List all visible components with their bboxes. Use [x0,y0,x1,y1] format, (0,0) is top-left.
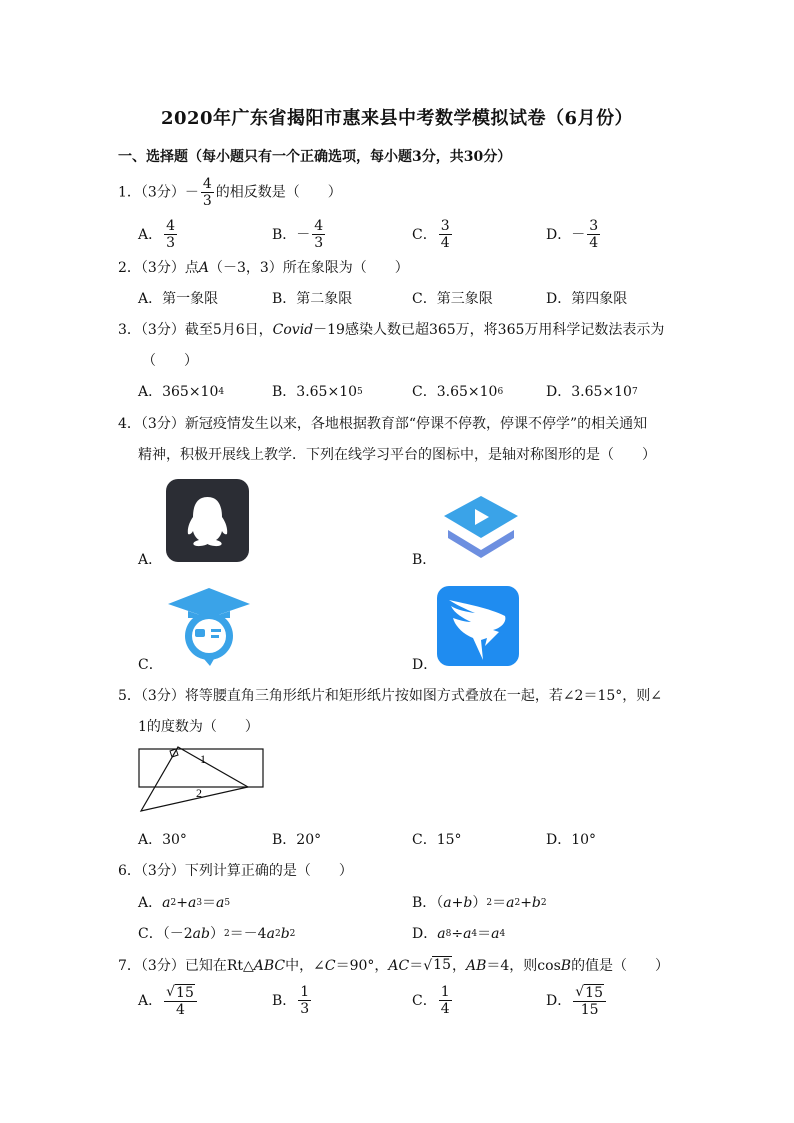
fraction-numerator: 4 [202,176,212,192]
math-expr: a [437,926,446,942]
point-label: A [198,260,209,276]
math-expr: ＝－4 [229,926,267,942]
radical-sign: √ [575,984,585,1000]
option-text: D．3.65×10 [546,384,632,400]
option-label: A． [138,226,163,243]
math-expr: a [266,926,275,942]
fraction-numerator: 3 [440,218,450,234]
q6-option-c[interactable]: C．（－2 ab ） 2 ＝－4 a 2 b 2 [138,926,296,942]
question-text: 的相反数是（ ） [215,184,342,201]
question-text: －19感染人数已超365万，将365万用科学记数法表示为 [313,322,665,338]
q4-option-b-label[interactable]: B． [412,552,437,568]
option-label: C． [412,992,437,1009]
fraction-denominator: 15 [580,1002,599,1018]
math-expr: + [176,895,188,911]
question-2 [118,258,409,278]
q3-option-c[interactable]: C．3.65×10 6 [412,384,504,400]
option-text: C．3.65×10 [412,384,498,400]
option-sign: － [571,226,586,243]
q2-option-d[interactable]: D．第四象限 [546,291,628,307]
math-expr: + [451,895,464,911]
question-text: ＝4，则cos [486,958,561,974]
q3-option-a[interactable]: A．365×10 4 [138,384,225,400]
geometry-figure [138,745,268,815]
q1-option-b[interactable] [272,218,327,251]
radicand: 15 [176,985,194,1001]
q5-option-a[interactable]: A．30° [138,832,187,848]
math-expr: ＝ [202,895,217,911]
angle-vertex: C [324,958,336,974]
math-expr: ） [209,926,224,942]
fraction-numerator: 4 [314,218,324,234]
graduation-cap-chat-icon[interactable] [166,586,252,666]
math-expr: + [520,895,532,911]
math-expr: b [280,926,290,942]
question-3 [118,320,664,340]
math-expr: ＝ [492,895,507,911]
side-label: AC [388,958,410,974]
minus-sign: － [184,184,199,201]
fraction-denominator: 3 [300,1001,310,1017]
option-label: C． [412,226,437,243]
angle-vertex: B [560,958,572,974]
question-text: ， [451,958,466,974]
option-text: A．365×10 [138,384,219,400]
math-expr: a [162,895,171,911]
question-text: 的值是（ ） [571,958,670,974]
fraction [312,218,325,251]
option-label: C．（－2 [138,926,193,942]
math-expr: ） [472,895,487,911]
q6-option-a[interactable]: A． a 2 + a 3 ＝ a 5 [138,895,231,911]
q7-option-a[interactable] [138,984,199,1018]
math-expr: ab [192,926,210,942]
fraction-denominator: 4 [176,1002,185,1018]
fraction [201,176,214,209]
radical-sign: √ [423,958,433,974]
math-expr: a [187,895,197,911]
q2-option-c[interactable]: C．第三象限 [412,291,493,307]
math-expr: a [443,895,452,911]
option-label: B． [272,226,297,243]
question-5-line2: 1的度数为（ ） [138,719,259,735]
question-4: 4．（3分）新冠疫情发生以来，各地根据教育部“停课不停教，停课不停学”的相关通知 [118,416,648,432]
section-heading: 一、选择题（每小题只有一个正确选项，每小题3分，共30分） [118,149,512,165]
q3-option-b[interactable]: B．3.65×10 5 [272,384,363,400]
q4-option-c-label[interactable]: C． [138,657,163,673]
fraction [439,984,452,1017]
qq-penguin-icon[interactable] [166,479,249,562]
radicand: 15 [585,985,603,1001]
question-text: （－3，3）所在象限为（ ） [208,260,409,276]
option-label: A． [138,895,163,911]
question-1 [118,176,342,209]
q4-option-d-label[interactable]: D． [412,657,438,673]
option-label: D． [412,926,438,942]
math-expr: ＝ [477,926,492,942]
question-number: 1．（3分） [118,184,185,201]
math-expr: ÷ [451,926,464,942]
q7-option-c[interactable] [412,984,454,1017]
option-text: B．3.65×10 [272,384,358,400]
fraction [587,218,600,251]
q1-option-d[interactable] [546,218,602,251]
fraction-numerator: 1 [440,984,450,1000]
fraction [164,218,177,251]
square-root [423,956,452,976]
fraction-denominator: 3 [314,235,324,251]
q6-option-d[interactable]: D． a 8 ÷ a 4 ＝ a 4 [412,926,506,942]
question-text: 中，∠ [285,958,325,974]
triangle-name: ABC [253,958,286,974]
question-text: 7．（3分）已知在Rt△ [118,958,254,974]
option-sign: － [296,226,311,243]
page-title: 2020年广东省揭阳市惠来县中考数学模拟试卷（6月份） [160,108,634,129]
option-label: D． [546,993,572,1009]
fraction [298,984,311,1017]
fraction [164,984,197,1018]
option-label: D． [546,226,572,243]
radical-sign: √ [166,984,176,1000]
math-expr: a [506,895,515,911]
math-expr: a [216,895,225,911]
question-text: ＝ [409,958,424,974]
fraction-numerator [573,984,606,1002]
q7-option-d[interactable] [546,984,608,1018]
q1-option-a[interactable] [138,218,179,251]
play-cube-icon[interactable] [442,494,520,558]
question-text: 3．（3分）截至5月6日， [118,322,273,338]
q6-option-b[interactable]: B．（ a + b ） 2 ＝ a 2 + b 2 [412,895,547,911]
fraction-numerator [164,984,197,1002]
question-6: 6．（3分）下列计算正确的是（ ） [118,863,353,879]
q2-option-b[interactable]: B．第二象限 [272,291,353,307]
side-label: AB [465,958,487,974]
fraction-denominator: 4 [440,1001,450,1017]
fraction-denominator: 3 [166,235,176,251]
math-expr: b [463,895,473,911]
dingtalk-icon[interactable] [437,586,519,666]
q5-option-c[interactable]: C．15° [412,832,462,848]
q1-option-c[interactable] [412,218,454,251]
fraction [439,218,452,251]
math-expr: b [531,895,541,911]
fraction-numerator: 1 [300,984,310,1000]
q3-option-d[interactable]: D．3.65×10 7 [546,384,638,400]
math-expr: a [463,926,472,942]
q2-option-a[interactable]: A．第一象限 [138,291,219,307]
covid-term: Covid [272,322,314,338]
question-text: 2．（3分）点 [118,260,199,276]
fraction-numerator: 4 [166,218,176,234]
option-label: A． [138,993,163,1009]
square-root [166,984,195,1001]
q5-option-d[interactable]: D．10° [546,832,597,848]
fraction [573,984,606,1018]
q5-option-b[interactable]: B．20° [272,832,322,848]
option-label: B．（ [412,895,444,911]
q7-option-b[interactable] [272,984,313,1017]
math-expr: a [491,926,500,942]
question-text: ＝90°， [335,958,389,974]
option-label: B． [272,992,297,1009]
fraction-denominator: 4 [440,235,450,251]
fraction-denominator: 3 [202,193,212,209]
angle-label-2: 2 [196,786,202,800]
angle-label-1: 1 [200,752,206,766]
fraction-denominator: 4 [589,235,599,251]
q4-option-a-label[interactable]: A． [138,552,163,568]
radicand: 15 [433,957,451,973]
square-root [575,984,604,1001]
question-4-line2: 精神，积极开展线上教学．下列在线学习平台的图标中，是轴对称图形的是（ ） [138,447,656,463]
question-7 [118,956,669,976]
fraction-numerator: 3 [589,218,599,234]
question-5: 5．（3分）将等腰直角三角形纸片和矩形纸片按如图方式叠放在一起，若∠2＝15°，则∠ [118,688,662,704]
question-3-line2: （ ） [142,353,198,369]
